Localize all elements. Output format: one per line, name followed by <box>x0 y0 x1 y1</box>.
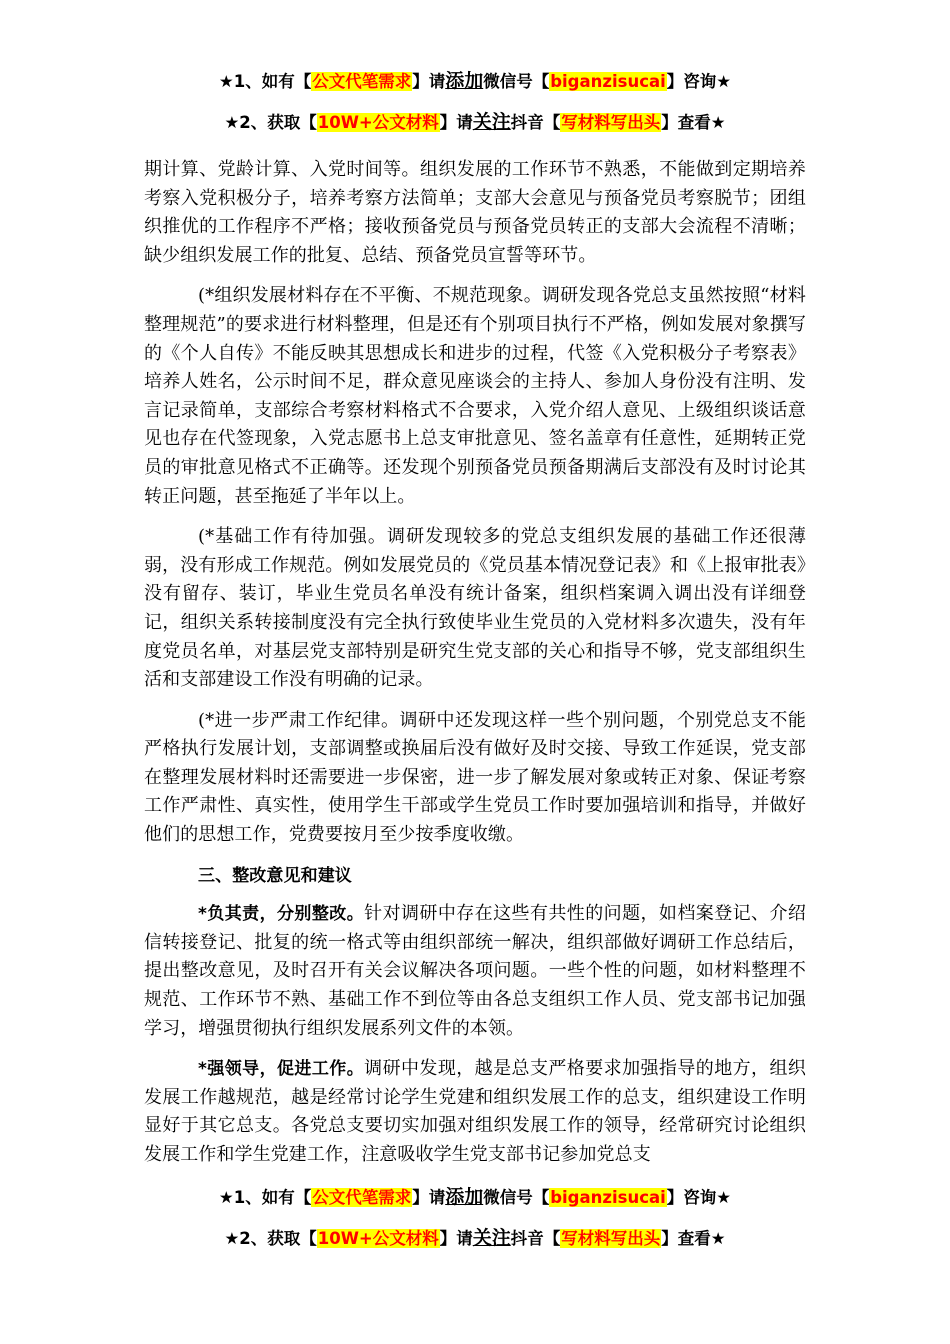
ad-line-1-suffix: 】咨询★ <box>666 1188 732 1207</box>
header-ad-line-1 <box>0 69 950 94</box>
ad-line-2-suffix: 】查看★ <box>661 1229 726 1248</box>
paragraph <box>144 900 806 1043</box>
ad-line-1-prefix: ★1、如有【 <box>218 72 312 91</box>
ad-line-2-prefix: ★2、获取【 <box>224 1229 317 1248</box>
ad-emphasis-word: 添加 <box>445 1186 484 1208</box>
ad-line-1-text-2: 微信号【 <box>483 72 550 91</box>
footer-ad-line-2 <box>0 1226 950 1251</box>
paragraph: (*基础工作有待加强。调研发现较多的党总支组织发展的基础工作还很薄弱，没有形成工作规范。例如发展党员的《党员基本情况登记表》和《上报审批表》没有留存、装订，毕业生党员名单没有统计备案，组织档案调入调出没有详细登记，组织关系转接制度没有完全执行致使毕业生党员的入党材料多次遗失，没有年度党员名单，对基层党支部特别是研究生党支部的关心和指导不够，党支部组织生活和支部建设工作没有明确的记录。 <box>144 526 806 691</box>
ad-emphasis-word: 关注 <box>472 111 511 133</box>
ad-wechat-id: biganzisucai <box>550 72 666 91</box>
ad-highlight-tag: 10W+公文材料 <box>317 1229 439 1248</box>
ad-wechat-id: biganzisucai <box>550 1188 666 1207</box>
paragraph: (*组织发展材料存在不平衡、不规范现象。调研发现各党总支虽然按照“材料整理规范”的要求进行材料整理，但是还有个别项目执行不严格，例如发展对象撰写的《个人自传》不能反映其思想成长和进步的过程，代签《入党积极分子考察表》培养人姓名，公示时间不足，群众意见座谈会的主持人、参加人身份没有注明、发言记录简单，支部综合考察材料格式不合要求，入党介绍人意见、上级组织谈话意见也存在代签现象，入党志愿书上总支审批意见、签名盖章有任意性，延期转正党员的审批意见格式不正确等。还发现个别预备党员预备期满后支部没有及时讨论其转正问题，甚至拖延了半年以上。 <box>144 285 806 507</box>
paragraph: (*进一步严肃工作纪律。调研中还发现这样一些个别问题，个别党总支不能严格执行发展计划，支部调整或换届后没有做好及时交接、导致工作延误，党支部在整理发展材料时还需要进一步保密，进一步了解发展对象或转正对象、保证考察工作严肃性、真实性，使用学生干部或学生党员工作时要加强培训和指导，并做好他们的思想工作，党费要按月至少按季度收缴。 <box>144 709 806 846</box>
ad-line-1-text-2: 微信号【 <box>483 1188 550 1207</box>
ad-line-1-text: 】请 <box>412 1188 446 1207</box>
paragraph-lead: *负其责，分别整改。 <box>198 904 365 925</box>
ad-highlight-tag: 公文代笔需求 <box>312 72 412 91</box>
ad-emphasis-word: 关注 <box>472 1227 511 1249</box>
paragraph-text: 调研中发现，越是总支严格要求加强指导的地方，组织发展工作越规范，越是经常讨论学生党建和组织发展工作的总支，组织建设工作明显好于其它总支。各党总支要切实加强对组织发展工作的领导，经常研究讨论组织发展工作和学生党建工作，注意吸收学生党支部书记参加党总支 <box>144 1058 806 1165</box>
ad-line-2-text: 】请 <box>439 113 473 132</box>
ad-line-2-suffix: 】查看★ <box>661 113 726 132</box>
paragraph-text: 针对调研中存在这些有共性的问题，如档案登记、介绍信转接登记、批复的统一格式等由组织部统一解决，组织部做好调研工作总结后，提出整改意见，及时召开有关会议解决各项问题。一些个性的问题，如材料整理不规范、工作环节不熟、基础工作不到位等由各总支组织工作人员、党支部书记加强学习，增强贯彻执行组织发展系列文件的本领。 <box>144 903 806 1039</box>
paragraph-lead: *强领导，促进工作。 <box>198 1059 365 1080</box>
ad-emphasis-word: 添加 <box>445 70 484 92</box>
ad-line-1-text: 】请 <box>412 72 446 91</box>
section-heading: 三、整改意见和建议 <box>198 865 352 886</box>
footer-ad-line-1 <box>0 1185 950 1210</box>
header-ad-line-2 <box>0 110 950 135</box>
document-body <box>144 156 806 1182</box>
ad-line-2-text-2: 抖音【 <box>510 113 561 132</box>
paragraph: 期计算、党龄计算、入党时间等。组织发展的工作环节不熟悉，不能做到定期培养考察入党积极分子，培养考察方法简单；支部大会意见与预备党员考察脱节；团组织推优的工作程序不严格；接收预备党员与预备党员转正的支部大会流程不清晰；缺少组织发展工作的批复、总结、预备党员宣誓等环节。 <box>144 159 806 266</box>
ad-highlight-tag: 公文代笔需求 <box>312 1188 412 1207</box>
ad-line-2-text-2: 抖音【 <box>510 1229 561 1248</box>
ad-line-1-suffix: 】咨询★ <box>666 72 732 91</box>
ad-line-2-prefix: ★2、获取【 <box>224 113 317 132</box>
ad-douyin-account: 写材料写出头 <box>561 1229 661 1248</box>
ad-line-1-prefix: ★1、如有【 <box>218 1188 312 1207</box>
ad-douyin-account: 写材料写出头 <box>561 113 661 132</box>
ad-line-2-text: 】请 <box>439 1229 473 1248</box>
ad-highlight-tag: 10W+公文材料 <box>317 113 439 132</box>
paragraph <box>144 1055 806 1169</box>
